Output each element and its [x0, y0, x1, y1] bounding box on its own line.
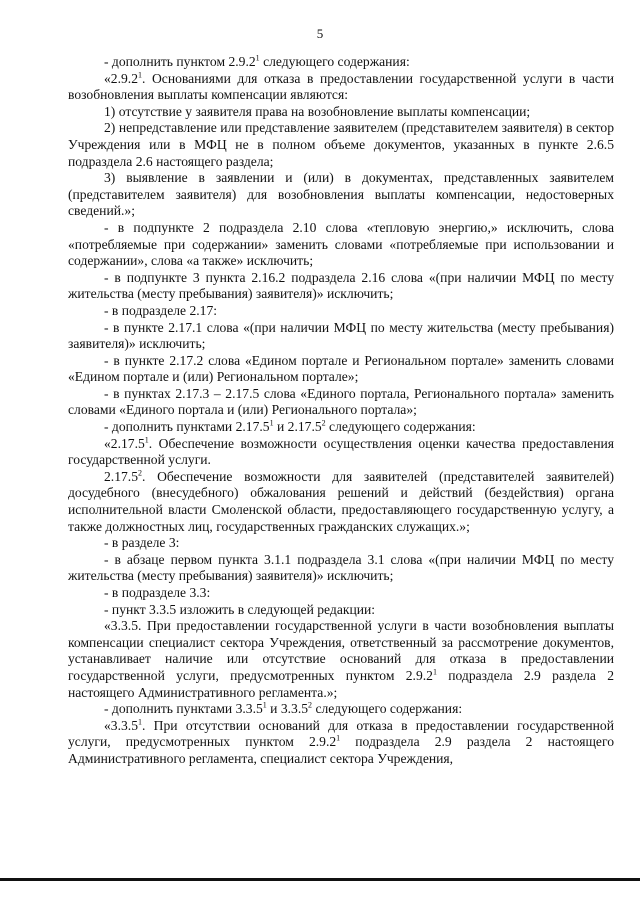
superscript: 1: [137, 70, 142, 80]
paragraph-text: . При отсутствии оснований для отказа в предоставлении государственной услуги, предусмотренных пунктом 2.9.2: [68, 717, 614, 750]
paragraph-text: и 3.3.5: [266, 701, 309, 717]
superscript: 1: [144, 435, 149, 445]
paragraph: [68, 552, 614, 585]
paragraph: [68, 585, 614, 602]
paragraph-text: 1) отсутствие у заявителя права на возобновление выплаты компенсации;: [104, 103, 531, 119]
bottom-rule: [0, 878, 640, 881]
paragraph: [68, 419, 614, 436]
paragraph-text: - в абзаце первом пункта 3.1.1 подраздела 3.1 слова «(при наличии МФЦ по месту жительства (месту пребывания) заявителя)» исключить;: [68, 551, 614, 584]
superscript: 2: [321, 418, 326, 428]
paragraph: [68, 320, 614, 353]
paragraph-text: - в подпункте 2 подраздела 2.10 слова «тепловую энергию,» исключить, слова «потребляемые при содержании» заменить словами «потребляемые при использовании и содержании», слова «а также» исключить;: [68, 219, 614, 269]
paragraph-text: 3) выявление в заявлении и (или) в документах, представленных заявителем (представителем заявителя) для возобновления выплаты компенсации, недостоверных сведений.»;: [68, 170, 614, 219]
superscript: 1: [432, 667, 437, 677]
paragraph-text: 2.17.5: [104, 468, 138, 484]
paragraph: [68, 618, 614, 701]
paragraph-text: подраздела 2.9 раздела 2 настоящего Административного регламента, специалист сектора Учреждения,: [68, 734, 614, 766]
document-body: [68, 54, 614, 768]
paragraph-text: - в пунктах 2.17.3 – 2.17.5 слова «Единого портала, Регионального портала» заменить словами «Единого портала и (или) Регионального портала»;: [68, 385, 614, 418]
paragraph-text: - в подразделе 3.3:: [104, 585, 211, 600]
paragraph: [68, 535, 614, 552]
paragraph: [68, 120, 614, 170]
paragraph: [68, 71, 614, 104]
paragraph-text: следующего содержания:: [325, 419, 476, 435]
paragraph-text: . Основаниями для отказа в предоставлении государственной услуги в части возобновления выплаты компенсации являются:: [68, 70, 614, 103]
paragraph-text: - дополнить пунктом 2.9.2: [104, 54, 256, 69]
paragraph: [68, 469, 614, 535]
paragraph-text: следующего содержания:: [312, 701, 463, 717]
superscript: 1: [137, 717, 142, 727]
paragraph-text: . Обеспечение возможности осуществления оценки качества предоставления государственной услуги.: [68, 435, 614, 468]
paragraph: [68, 104, 614, 121]
paragraph: [68, 436, 614, 469]
paragraph-text: следующего содержания:: [259, 54, 410, 69]
paragraph-text: . Обеспечение возможности для заявителей (представителей заявителей) досудебного (внесудебного) обжалования решений и действий (бездействия) органа исполнительной власти Смоленской области, предоставляющего государственную услугу, а также должностных лиц, государственных гражданских служащих.»;: [68, 468, 614, 534]
superscript: 1: [255, 53, 260, 63]
paragraph: [68, 303, 614, 320]
paragraph-text: - пункт 3.3.5 изложить в следующей редакции:: [104, 601, 376, 617]
paragraph: [68, 701, 614, 718]
paragraph-text: - дополнить пунктами 2.17.5: [104, 419, 270, 435]
paragraph-text: подраздела 2.9 раздела 2 настоящего Административного регламента.»;: [68, 667, 614, 700]
superscript: 1: [336, 733, 341, 743]
superscript: 1: [269, 418, 274, 428]
paragraph: [68, 270, 614, 303]
paragraph-text: и 2.17.5: [273, 419, 322, 435]
paragraph: [68, 386, 614, 419]
superscript: 1: [262, 700, 267, 710]
paragraph: [68, 602, 614, 619]
paragraph-text: - в подразделе 2.17:: [104, 302, 218, 318]
page-number: 5: [316, 26, 324, 41]
paragraph-text: - в подпункте 3 пункта 2.16.2 подраздела 2.16 слова «(при наличии МФЦ по месту жительства (месту пребывания) заявителя)» исключить;: [68, 269, 614, 302]
paragraph-text: «2.9.2: [104, 70, 138, 86]
paragraph: [68, 54, 614, 71]
paragraph-text: - в пункте 2.17.1 слова «(при наличии МФЦ по месту жительства (месту пребывания) заявителя)» исключить;: [68, 319, 614, 352]
paragraph: [68, 220, 614, 270]
paragraph: [68, 718, 614, 768]
paragraph-text: «3.3.5: [104, 717, 138, 733]
paragraph-text: - в пункте 2.17.2 слова «Едином портале и Региональном портале» заменить словами «Едином портале и (или) Региональном портале»;: [68, 352, 614, 385]
paragraph-text: 2) непредставление или представление заявителем (представителем заявителя) в сектор Учреждения или в МФЦ не в полном объеме документов, указанных в пункте 2.6.5 подраздела 2.6 настоящего раздела;: [68, 120, 614, 169]
superscript: 2: [308, 700, 313, 710]
superscript: 2: [137, 468, 142, 478]
paragraph: [68, 353, 614, 386]
paragraph-text: «2.17.5: [104, 435, 145, 451]
paragraph-text: - дополнить пунктами 3.3.5: [104, 701, 263, 717]
paragraph-text: - в разделе 3:: [104, 535, 180, 551]
paragraph: [68, 170, 614, 220]
paragraph-text: «3.3.5. При предоставлении государственной услуги в части возобновления выплаты компенсации специалист сектора Учреждения, ответственный за рассмотрение документов, устанавливает наличие или отсутствие оснований для отказа в предоставлении государственной услуги, предусмотренных пунктом 2.9.2: [68, 618, 614, 683]
